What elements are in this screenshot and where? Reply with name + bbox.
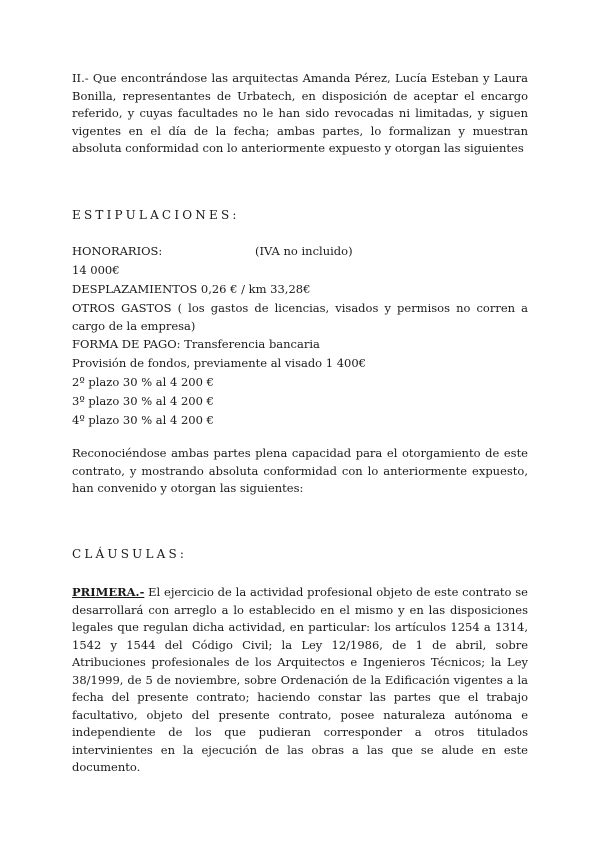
intro-paragraph: II.- Que encontrándose las arquitectas Amanda Pérez, Lucía Esteban y Laura Bonilla, representantes de Urbatech, en disposición de aceptar el encargo referido, y cuyas facultades no le han sido revocadas ni limitadas, y siguen vigentes en el día de la fecha; ambas partes, lo formalizan y muestran absoluta conformidad con lo anteriormente expuesto y otorgan las siguientes [72, 71, 528, 155]
plazo-item: 2º plazo 30 % al 4 200 € [72, 375, 214, 389]
honorarios-row [72, 243, 528, 261]
otros-gastos-line: OTROS GASTOS ( los gastos de licencias, visados y permisos no corren a cargo de la empresa) [72, 301, 528, 333]
estipulaciones-heading: ESTIPULACIONES: [72, 208, 240, 222]
reconocimiento-paragraph: Reconociéndose ambas partes plena capacidad para el otorgamiento de este contrato, y mostrando absoluta conformidad con lo anteriormente expuesto, han convenido y otorgan las siguientes: [72, 446, 528, 495]
clausula-primera [72, 584, 528, 777]
iva-note: (IVA no incluido) [255, 244, 353, 258]
primera-label: PRIMERA.- [72, 585, 145, 599]
honorarios-label: HONORARIOS: [72, 244, 163, 258]
provision-line: Provisión de fondos, previamente al visado 1 400€ [72, 356, 367, 370]
desplazamientos-line: DESPLAZAMIENTOS 0,26 € / km 33,28€ [72, 282, 311, 296]
forma-pago-line: FORMA DE PAGO: Transferencia bancaria [72, 337, 320, 351]
plazo-item: 3º plazo 30 % al 4 200 € [72, 394, 214, 408]
plazo-item: 4º plazo 30 % al 4 200 € [72, 413, 214, 427]
primera-text: El ejercicio de la actividad profesional objeto de este contrato se desarrollará con arreglo a lo establecido en el mismo y en las disposiciones legales que regulan dicha actividad, en particular: los artículos 1254 a 1314, 1542 y 1544 del Código Civil; la Ley 12/1986, de 1 de abril, sobre Atribuciones profesionales de los Arquitectos e Ingenieros Técnicos; la Ley 38/1999, de 5 de noviembre, sobre Ordenación de la Edificación vigentes a la fecha del presente contrato; haciendo constar las partes que el trabajo facultativo, objeto del presente contrato, posee naturaleza autónoma e independiente de los que pudieran corresponder a otros titulados intervinientes en la ejecución de las obras a las que se alude en este documento. [72, 585, 528, 774]
clausulas-heading: CLÁUSULAS: [72, 547, 188, 561]
honorarios-amount: 14 000€ [72, 263, 120, 277]
